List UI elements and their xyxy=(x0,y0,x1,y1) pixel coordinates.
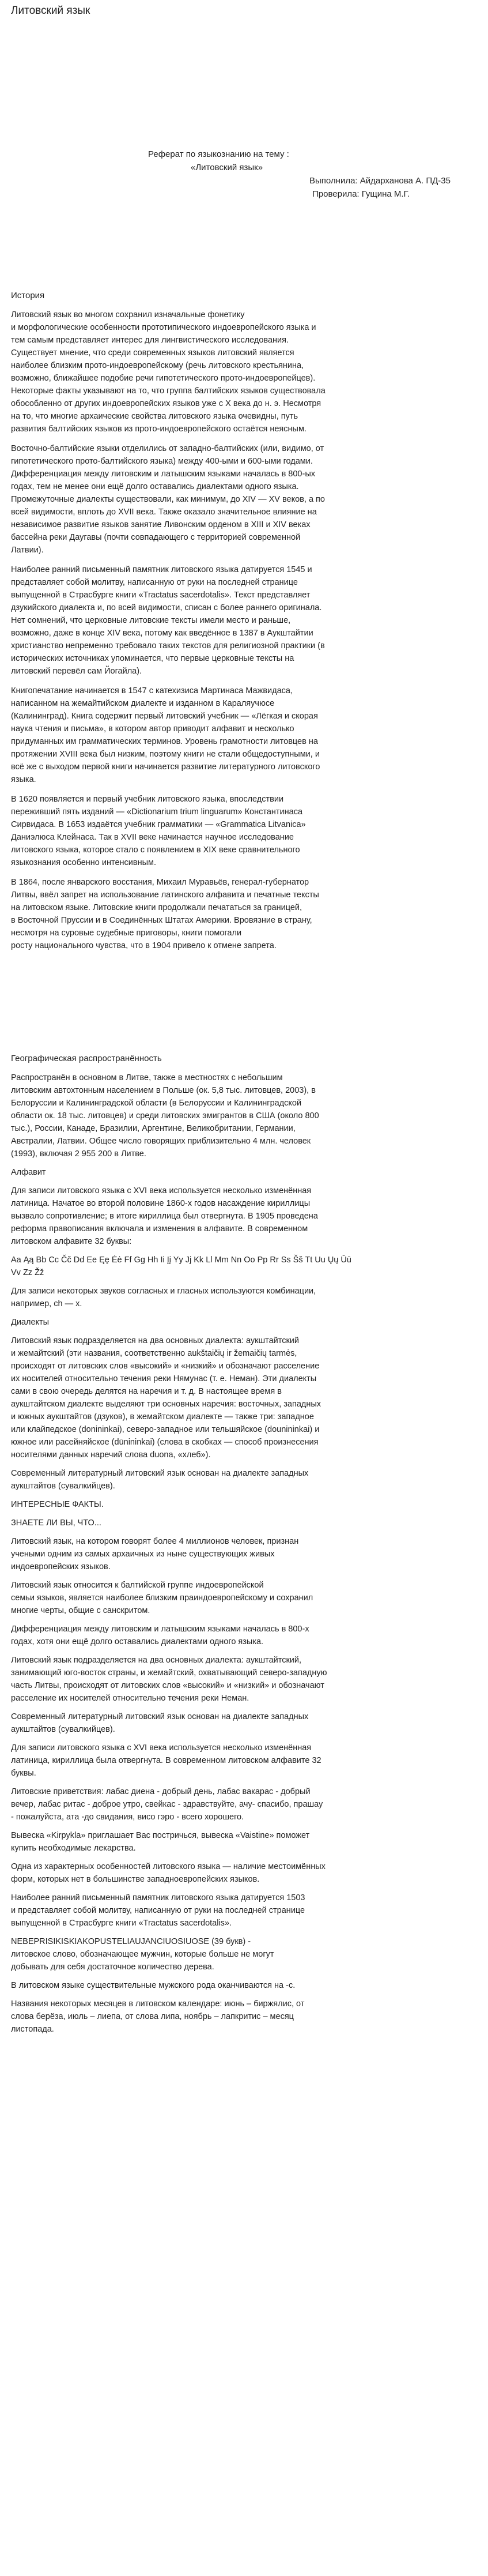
history-paragraph: Восточно-балтийские языки отделились от западно-балтийских (или, видимо, от гипотетического прото-балтийского языка) между 400-ыми и 600-ыми годами. Дифференциация между литовским и латышским языками началась в 800-ых годах, тем не менее они ещё долго оставались диалектами одного языка. Промежуточные диалекты существовали, как минимум, до XIV — XV веков, а по всей видимости, вплоть до XVII века. Также оказало значительное влияние на независимое развитие языков занятие Ливонским орденом в XIII и XIV веках бассейна реки Даугавы (почти совпадающего с территорией современной Латвии). xyxy=(11,444,325,555)
fact-paragraph: Наиболее ранний письменный памятник литовского языка датируется 1503 и представляет собой молитву, написанную от руки на последней странице выпущенной в Страсбурге книги «Tractatus sacerdotalis». xyxy=(11,1893,305,1928)
page-title: Литовский язык xyxy=(11,5,90,17)
geography-paragraph: Распространён в основном в Литве, также в местностях с небольшим литовским автохтонным населением в Польше (ок. 5,8 тыс. литовцев, 2003), в Белоруссии и Калининградской области (в Белоруссии и Калининградской области ок. 18 тыс. литовцев) и среди литовских эмигрантов в США (около 800 тыс.), России, Канаде, Бразилии, Аргентине, Великобритании, Германии, Австралии, Латвии. Общее число говорящих приблизительно 4 млн. человек (1993), включая 2 955 200 в Литве. xyxy=(11,1073,319,1159)
fact-paragraph: Литовский язык подразделяется на два основных диалекта: аукштайтский, занимающий юго-восток страны, и жемайтский, охватывающий северо-западную часть Литвы, происходят от литовских слов «высокий» и «низкий» и обозначают расселение их носителей относительно течения реки Неман. xyxy=(11,1656,327,1703)
section-heading-dialects: Диалекты xyxy=(11,1318,50,1327)
fact-paragraph: Литовские приветствия: лабас диена - добрый день, лабас вакарас - добрый вечер, лабас ритас - доброе утро, свейкас - здравствуйте, ачу- спасибо, прашау - пожалуйста, ата -до свидания, виcо гэро - всего хорошего. xyxy=(11,1787,323,1822)
fact-paragraph: Современный литературный литовский язык основан на диалекте западных аукштайтов (сувалкийцев). xyxy=(11,1712,309,1734)
fact-paragraph: NEBEPRISIKISKIAKOPUSTELIAUJANCIUOSIUOSE (39 букв) - литовское слово, обозначающее мужчин, которые больше не могут добывать для себя достаточное количество дерева. xyxy=(11,1937,274,1972)
alphabet-letters: Aa Ąą Bb Cc Čč Dd Ee Ęę Ėė Ff Gg Hh Ii Įį Yy Jj Kk Ll Mm Nn Oo Pp Rr Ss Šš Tt Uu Ųų Ūū Vv Zz Žž xyxy=(11,1255,351,1277)
history-paragraph: В 1620 появляется и первый учебник литовского языка, впоследствии переживший пять изданий — «Dictionarium trium linguarum» Константинаса Сирвидаса. В 1653 издаётся учебник грамматики — «Grammatica Litvanica» Даниэлюса Клейнаса. Так в XVII веке начинается научное исследование литовского языка, которое стало с появлением в XIX веке сравнительного языкознания особенно интенсивным. xyxy=(11,795,306,867)
section-heading-history: История xyxy=(11,291,45,300)
history-paragraph: Книгопечатание начинается в 1547 с катехизиса Мартинаса Мажвидаса, написанном на жемайтийском диалекте и изданном в Караляучюсе (Калининград). Книга содержит первый литовский учебник — «Лёгкая и скорая наука чтения и письма», в котором автор приводит алфавит и несколько придуманных им грамматических терминов. Уровень грамотности литовцев на протяжении XVIII века был низким, поэтому книги не стали общедоступными, и всё же с выходом первой книги начинается развитие литературного литовского языка. xyxy=(11,686,320,784)
fact-paragraph: В литовском языке существительные мужского рода оканчиваются на -с. xyxy=(11,1981,296,1990)
cover-block xyxy=(11,148,468,201)
cover-topic-line: Реферат по языкознанию на тему : xyxy=(148,149,289,159)
alphabet-paragraph: Для записи некоторых звуков согласных и гласных используются комбинации, например, ch — x. xyxy=(11,1287,316,1308)
fact-paragraph: Литовский язык, на котором говорят более 4 миллионов человек, признан учеными одним из самых архаичных из ныне существующих живых индоевропейских языков. xyxy=(11,1537,299,1571)
cover-author: Выполнила: Айдарханова А. ПД-35 xyxy=(309,176,451,186)
fact-paragraph: Для записи литовского языка с XVI века используется несколько изменённая латиница, кириллица была отвергнута. В современном литовском алфавите 32 буквы. xyxy=(11,1743,321,1778)
fact-paragraph: Дифференциация между литовским и латышским языками началась в 800-х годах, хотя они ещё долго оставались диалектами одного языка. xyxy=(11,1624,309,1646)
cover-reviewer: Проверила: Гущина М.Г. xyxy=(312,189,410,199)
fact-paragraph: Литовский язык относится к балтийской группе индоевропейской семьи языков, является наиболее близким праиндоевропейскому и сохранил многие черты, общие с санскритом. xyxy=(11,1581,313,1615)
history-paragraph: Литовский язык во многом сохранил изначальные фонетику и морфологические особенности прототипического индоевропейского языка и тем самым представляет интерес для лингвистического исследования. Существует мнение, что среди современных языков литовский является наиболее близким прото-индоевропейскому (речь литовского крестьянина, возможно, ближайшее подобие речи гипотетического прото-индоевропейцев). Некоторые факты указывают на то, что группа балтийских языков существовала обособленно от других индоевропейских языков уже с X века до н. э. Несмотря на то, что многие архаические свойства литовского языка очевидны, путь развития балтийских языков из прото-индоевропейского остаётся неясным. xyxy=(11,310,326,434)
section-subheading-facts: ЗНАЕТЕ ЛИ ВЫ, ЧТО... xyxy=(11,1518,101,1528)
dialects-paragraph: Литовский язык подразделяется на два основных диалекта: аукштайтский и жемайтский (эти названия, соответственно aukštaičių ir žemaičių tarmės, происходят от литовских слов «высокий» и «низкий» и обозначают расселение их носителей относительно течения реки Нямунас (т. е. Неман). Эти диалекты сами в свою очередь делятся на наречия и т. д. В настоящее время в аукштайтском диалекте выделяют три основных наречия: восточных, западных и южных аукштайтов (дзуков), в жемайтском диалекте — также три: западное или клайпедское (donininkai), северо-западное или тельшяйское (dounininkai) и южное или расейняйское (dūnininkai) (слова в скобках — способ произнесения носителями данных наречий слова duona, «хлеб»). xyxy=(11,1336,321,1460)
history-paragraph: Наиболее ранний письменный памятник литовского языка датируется 1545 и представляет собой молитву, написанную от руки на последней странице выпущенной в Страсбурге книги «Tractatus sacerdotalis». Текст представляет дзукийского диалекта и, по всей видимости, списан с более раннего оригинала. Нет сомнений, что церковные литовские тексты имели место и раньше, возможно, даже в конце XIV века, потому как введённое в 1387 в Аукштайтии христианство непременно требовало таких текстов для религиозной практики (в исторических источниках упоминается, что первые церковные тексты на литовский перевёл сам Йогайла). xyxy=(11,565,325,676)
history-paragraph: В 1864, после январского восстания, Михаил Муравьёв, генерал-губернатор Литвы, ввёл запрет на использование латинского алфавита и печатные тексты на литовском языке. Литовские книги продолжали печататься за границей, в Восточной Пруссии и в Соединённых Штатах Америки. Вровязние в страну, несмотря на суровые судебные приговоры, книги помогали росту национального чувства, что в 1904 привело к отмене запрета. xyxy=(11,878,319,950)
section-heading-facts: ИНТЕРЕСНЫЕ ФАКТЫ. xyxy=(11,1500,104,1509)
fact-paragraph: Вывеска «Kirpykla» приглашает Вас постричься, вывеска «Vaistine» поможет купить необходимые лекарства. xyxy=(11,1831,310,1853)
section-heading-alphabet: Алфавит xyxy=(11,1168,46,1177)
alphabet-paragraph: Для записи литовского языка с XVI века используется несколько изменённая латиница. Начатое во второй половине 1860-х годов насаждение кириллицы вызвало сопротивление; в итоге кириллица был отвергнута. В 1905 проведена реформа правописания включала и изменения в алфавите. В современном литовском алфавите 32 буквы: xyxy=(11,1186,318,1246)
section-heading-geography: Географическая распространённость xyxy=(11,1054,162,1063)
dialects-paragraph: Современный литературный литовский язык основан на диалекте западных аукштайтов (сувалкийцев). xyxy=(11,1469,309,1491)
fact-paragraph: Одна из характерных особенностей литовского языка — наличие местоимённых форм, которых нет в большинстве западноевропейских языков. xyxy=(11,1862,326,1884)
fact-paragraph: Названия некоторых месяцев в литовском календаре: июнь – биржялис, от слова берёза, июль – лиепа, от слова липа, ноябрь – лапкритис – месяц листопада. xyxy=(11,1999,305,2034)
cover-topic-name: «Литовский язык» xyxy=(191,163,263,172)
